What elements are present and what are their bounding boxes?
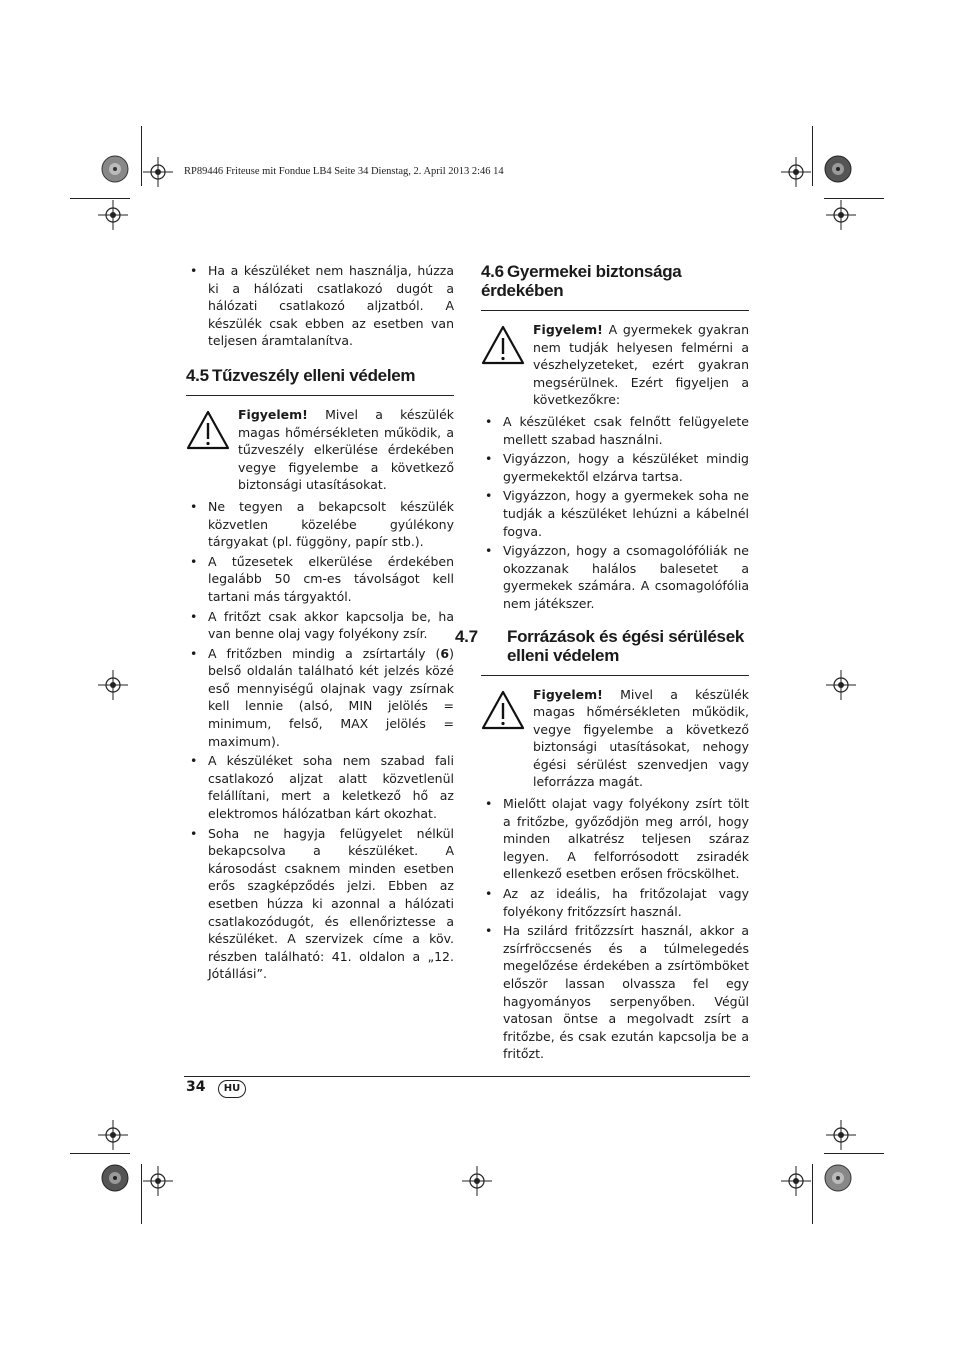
crop-mark	[824, 198, 884, 199]
list-item: • Ne tegyen a bekapcsolt készülék közvetlen közelébe gyúlékony tárgyakat (pl. függöny, papír stb.).	[186, 498, 454, 551]
registration-target-icon	[781, 1166, 811, 1196]
warning-block	[481, 686, 749, 792]
print-slug: RP89446 Friteuse mit Fondue LB4 Seite 34 Dienstag, 2. April 2013 2:46 14	[184, 166, 504, 177]
crop-mark	[141, 1164, 142, 1224]
section-heading: 4.6 Gyermekei biztonsága érdekében	[481, 262, 749, 311]
registration-target-icon	[98, 1120, 128, 1150]
crop-mark	[141, 126, 142, 186]
registration-target-icon	[98, 200, 128, 230]
list-item: • Vigyázzon, hogy a csomagolófóliák ne okozzanak halálos balesetet a gyermekek számára. A csomagolófólia nem játékszer.	[481, 542, 749, 612]
registration-target-icon	[826, 670, 856, 700]
warning-label: Figyelem!	[533, 322, 603, 337]
color-wheel-icon	[101, 1164, 129, 1192]
warning-text: Mivel a készülék magas hőmérsékleten működik, a tűzveszély elkerülése érdekében vegye figyelembe a következő biztonsági utasításokat.	[238, 406, 454, 493]
registration-target-icon	[826, 1120, 856, 1150]
warning-label: Figyelem!	[238, 406, 308, 422]
warning-triangle-icon	[481, 686, 533, 792]
list-item: • Mielőtt olajat vagy folyékony zsírt tölt a fritőzbe, győződjön meg arról, hogy minden alkatrész teljesen száraz legyen. A felforrósodott zsiradék ellenkező esetben erősen fröcskölhet.	[481, 795, 749, 883]
warning-triangle-icon	[481, 321, 533, 409]
list-item: • A készüléket csak felnőtt felügyelete mellett szabad használni.	[481, 413, 749, 448]
list-item: • Ha a készüléket nem használja, húzza ki a hálózati csatlakozó dugót a hálózati csatlakozó aljzatból. A készülék csak ebben az esetben van teljesen áramtalanítva.	[186, 262, 454, 350]
warning-block	[481, 321, 749, 409]
list-item: • Vigyázzon, hogy a gyermekek soha ne tudják a készüléket lehúzni a kábelnél fogva.	[481, 487, 749, 540]
list-item: • A fritőzben mindig a zsírtartály (6) belső oldalán található két jelzés közé eső mennyiségű olajnak vagy zsírnak kell lennie (alsó, MIN jelölés = minimum, felső, MAX jelölés = maximum).	[186, 645, 454, 751]
warning-triangle-icon	[186, 406, 238, 494]
color-wheel-icon	[824, 1164, 852, 1192]
crop-mark	[824, 1153, 884, 1154]
crop-mark	[70, 1153, 130, 1154]
left-column	[186, 262, 454, 985]
list-item: • A fritőzt csak akkor kapcsolja be, ha van benne olaj vagy folyékony zsír.	[186, 608, 454, 643]
crop-mark	[70, 198, 130, 199]
language-badge: HU	[218, 1080, 246, 1098]
list-item: • Soha ne hagyja felügyelet nélkül bekapcsolva a készüléket. A károsodást csaknem minden esetben erős szagképződés jelzi. Ebben az esetben húzza ki azonnal a hálózati csatlakozódugót, és ellenőriztesse a készüléket. A szervizek címe a köv. részben található: 41. oldalon a „12. Jótállási”.	[186, 825, 454, 983]
list-item: • A tűzesetek elkerülése érdekében legalább 50 cm-es távolságot kell tartani más tárgyaktól.	[186, 553, 454, 606]
list-item: • Vigyázzon, hogy a készüléket mindig gyermekektől elzárva tartsa.	[481, 450, 749, 485]
warning-block	[186, 406, 454, 494]
footer-rule	[184, 1076, 750, 1077]
warning-label: Figyelem!	[533, 686, 603, 702]
page-number: 34	[186, 1079, 206, 1095]
registration-target-icon	[98, 670, 128, 700]
right-column	[455, 262, 749, 1065]
registration-target-icon	[143, 1166, 173, 1196]
crop-mark	[812, 126, 813, 186]
registration-target-icon	[781, 157, 811, 187]
registration-target-icon	[826, 200, 856, 230]
list-item: • Ha szilárd fritőzzsírt használ, akkor a zsírfröccsenés és a túlmelegedés megelőzése érdekében a zsírtömböket először lassan olvassza fel egy hagyományos serpenyőben. Végül vatosan öntse a megolvadt zsírt a fritőzbe, és csak ezután kapcsolja be a fritőzt.	[481, 922, 749, 1063]
part-reference: 6	[440, 645, 450, 661]
registration-target-icon	[143, 157, 173, 187]
list-item: • A készüléket soha nem szabad fali csatlakozó aljzat alatt közvetlenül felállítani, mert a keletkező hő az elektromos hálózatban kárt okozhat.	[186, 752, 454, 822]
crop-mark	[812, 1164, 813, 1224]
list-item: • Az az ideális, ha fritőzolajat vagy folyékony fritőzzsírt használ.	[481, 885, 749, 920]
registration-target-icon	[462, 1166, 492, 1196]
warning-text: A gyermekek gyakran nem tudják helyesen felmérni a vészhelyzeteket, ezért gyakran megsérülnek. Ezért figyeljen a következőkre:	[533, 322, 749, 408]
section-heading: 4.7 Forrázások és égési sérülések elleni védelem	[481, 627, 749, 676]
warning-text: Mivel a készülék magas hőmérsékleten működik, vegye figyelembe a következő biztonsági utasításokat, nehogy égési sérülést szenvedjen vagy leforrázza magát.	[533, 686, 749, 790]
color-wheel-icon	[101, 155, 129, 183]
section-heading: 4.5 Tűzveszély elleni védelem	[186, 366, 454, 396]
color-wheel-icon	[824, 155, 852, 183]
